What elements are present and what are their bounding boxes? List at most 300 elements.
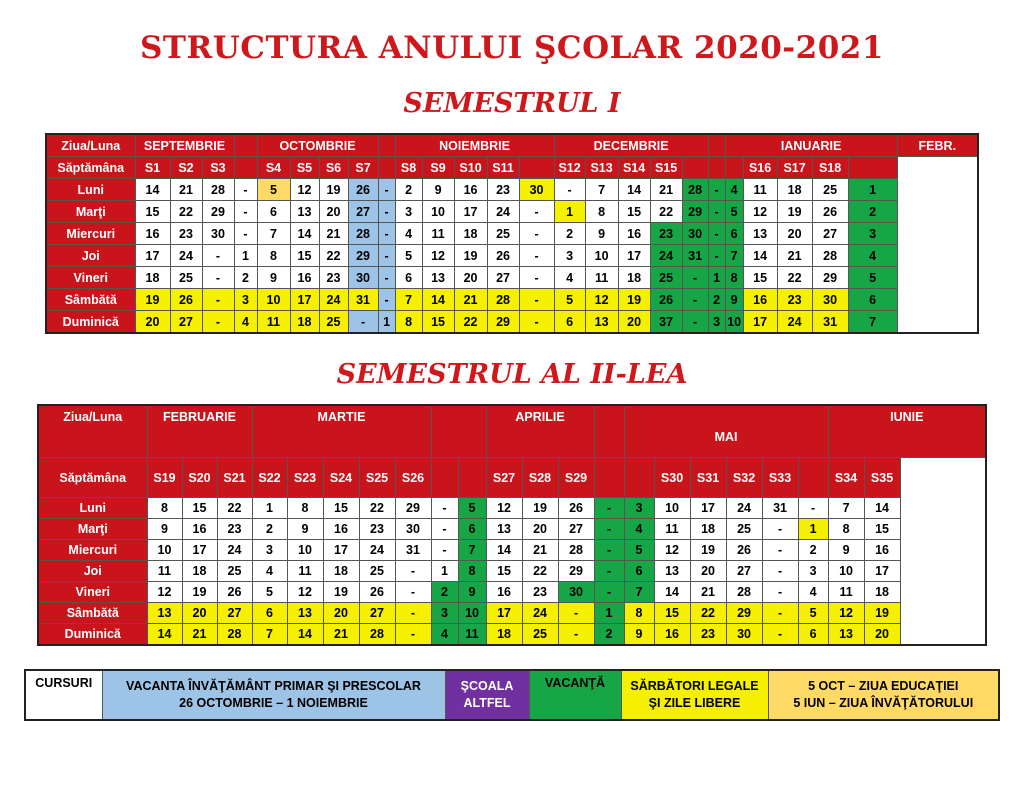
date-cell: -: [762, 603, 798, 624]
week-number: S34: [828, 458, 864, 498]
date-cell: 4: [554, 267, 585, 289]
date-cell: 15: [618, 201, 650, 223]
week-number: S19: [147, 458, 182, 498]
day-row: [38, 498, 986, 519]
date-cell: 9: [422, 179, 454, 201]
date-cell: 4: [395, 223, 422, 245]
date-cell: 28: [682, 179, 708, 201]
date-cell: 3: [798, 561, 828, 582]
date-cell: 19: [135, 289, 170, 311]
date-cell: 27: [170, 311, 202, 334]
date-cell: 30: [519, 179, 554, 201]
date-cell: 4: [798, 582, 828, 603]
week-number: S26: [395, 458, 431, 498]
date-cell: 26: [217, 582, 252, 603]
date-cell: 23: [170, 223, 202, 245]
date-cell: 23: [217, 519, 252, 540]
date-cell: 27: [558, 519, 594, 540]
day-label: Sâmbătă: [38, 603, 147, 624]
date-cell: 20: [864, 624, 900, 646]
date-cell: 20: [618, 311, 650, 334]
date-cell: 6: [395, 267, 422, 289]
date-cell: 2: [554, 223, 585, 245]
date-cell: 29: [202, 201, 234, 223]
legend: [24, 669, 1000, 721]
date-cell: 4: [725, 179, 743, 201]
date-cell: 8: [287, 498, 323, 519]
date-cell: 25: [812, 179, 848, 201]
legend-scoala-altfel: [445, 670, 529, 720]
date-cell: 18: [690, 519, 726, 540]
date-cell: 25: [650, 267, 682, 289]
day-label: Joi: [38, 561, 147, 582]
week-number: [378, 157, 395, 179]
week-number: S35: [864, 458, 900, 498]
date-cell: -: [234, 179, 257, 201]
date-cell: 15: [486, 561, 522, 582]
date-cell: 2: [234, 267, 257, 289]
week-number: [682, 157, 708, 179]
semester-1-title: SEMESTRUL I: [403, 88, 621, 119]
date-cell: 24: [359, 540, 395, 561]
date-cell: 30: [348, 267, 378, 289]
date-cell: 25: [522, 624, 558, 646]
date-cell: 14: [864, 498, 900, 519]
week-number: S14: [618, 157, 650, 179]
date-cell: 1: [234, 245, 257, 267]
date-cell: 11: [828, 582, 864, 603]
date-cell: 27: [487, 267, 519, 289]
date-cell: 3: [624, 498, 654, 519]
date-cell: 12: [486, 498, 522, 519]
date-cell: 19: [522, 498, 558, 519]
date-cell: 27: [726, 561, 762, 582]
date-cell: 3: [708, 311, 725, 334]
date-cell: 15: [323, 498, 359, 519]
date-cell: 17: [618, 245, 650, 267]
date-cell: 28: [726, 582, 762, 603]
date-cell: 20: [135, 311, 170, 334]
date-cell: 13: [290, 201, 319, 223]
month-header: SEPTEMBRIE: [135, 134, 234, 157]
date-cell: 23: [487, 179, 519, 201]
day-row: [38, 519, 986, 540]
date-cell: 7: [252, 624, 287, 646]
month-header: IANUARIE: [725, 134, 897, 157]
date-cell: 8: [624, 603, 654, 624]
date-cell: 19: [454, 245, 487, 267]
day-row: [46, 311, 978, 334]
date-cell: 17: [864, 561, 900, 582]
date-cell: -: [594, 519, 624, 540]
week-number: S16: [743, 157, 777, 179]
week-number: S6: [319, 157, 348, 179]
week-number: S18: [812, 157, 848, 179]
legend-vacanta-primar-line2: 26 OCTOMBRIE – 1 NOIEMBRIE: [179, 696, 368, 710]
date-cell: 15: [182, 498, 217, 519]
legend-cursuri-label: CURSURI: [35, 676, 93, 690]
day-row: [38, 561, 986, 582]
date-cell: 22: [522, 561, 558, 582]
date-cell: -: [798, 498, 828, 519]
week-number: S5: [290, 157, 319, 179]
date-cell: 13: [486, 519, 522, 540]
date-cell: 1: [252, 498, 287, 519]
date-cell: 25: [170, 267, 202, 289]
date-cell: 2: [708, 289, 725, 311]
day-label: Miercuri: [46, 223, 135, 245]
date-cell: 24: [170, 245, 202, 267]
date-cell: 30: [682, 223, 708, 245]
date-cell: -: [708, 245, 725, 267]
date-cell: 26: [359, 582, 395, 603]
date-cell: 12: [743, 201, 777, 223]
date-cell: 7: [848, 311, 897, 334]
date-cell: 12: [828, 603, 864, 624]
week-number: S4: [257, 157, 290, 179]
date-cell: 12: [147, 582, 182, 603]
date-cell: 21: [690, 582, 726, 603]
date-cell: 31: [348, 289, 378, 311]
week-number: S10: [454, 157, 487, 179]
date-cell: 6: [624, 561, 654, 582]
date-cell: 16: [323, 519, 359, 540]
date-cell: 16: [290, 267, 319, 289]
date-cell: 20: [454, 267, 487, 289]
date-cell: -: [519, 223, 554, 245]
date-cell: -: [682, 289, 708, 311]
date-cell: 16: [486, 582, 522, 603]
date-cell: 22: [217, 498, 252, 519]
date-cell: 4: [252, 561, 287, 582]
date-cell: 9: [458, 582, 486, 603]
date-cell: 16: [618, 223, 650, 245]
date-cell: 18: [618, 267, 650, 289]
date-cell: 29: [348, 245, 378, 267]
week-number: S29: [558, 458, 594, 498]
date-cell: 24: [319, 289, 348, 311]
date-cell: 30: [558, 582, 594, 603]
date-cell: -: [762, 519, 798, 540]
date-cell: -: [708, 201, 725, 223]
week-number: S8: [395, 157, 422, 179]
week-number: S32: [726, 458, 762, 498]
date-cell: 14: [486, 540, 522, 561]
date-cell: -: [202, 245, 234, 267]
month-header: [594, 405, 624, 458]
date-cell: 15: [422, 311, 454, 334]
legend-sarbatori-line2: ŞI ZILE LIBERE: [648, 696, 741, 710]
date-cell: 14: [743, 245, 777, 267]
date-cell: 18: [486, 624, 522, 646]
date-cell: 19: [323, 582, 359, 603]
date-cell: 14: [147, 624, 182, 646]
week-number: [798, 458, 828, 498]
date-cell: 13: [422, 267, 454, 289]
date-cell: 25: [487, 223, 519, 245]
date-cell: 31: [682, 245, 708, 267]
date-cell: 18: [454, 223, 487, 245]
date-cell: 10: [725, 311, 743, 334]
week-number: S17: [777, 157, 812, 179]
date-cell: 1: [798, 519, 828, 540]
date-cell: 10: [828, 561, 864, 582]
date-cell: 21: [454, 289, 487, 311]
legend-zile-line1: 5 OCT – ZIUA EDUCAŢIEI: [808, 679, 959, 693]
date-cell: 9: [257, 267, 290, 289]
date-cell: 27: [359, 603, 395, 624]
day-label: Marţi: [38, 519, 147, 540]
date-cell: 30: [395, 519, 431, 540]
date-cell: 16: [182, 519, 217, 540]
date-cell: 25: [217, 561, 252, 582]
date-cell: -: [378, 245, 395, 267]
date-cell: 8: [725, 267, 743, 289]
date-cell: 5: [725, 201, 743, 223]
date-cell: 15: [743, 267, 777, 289]
date-cell: 13: [147, 603, 182, 624]
month-header: [708, 134, 725, 157]
date-cell: 30: [726, 624, 762, 646]
legend-scoala-line2: ALTFEL: [463, 696, 511, 710]
date-cell: 18: [864, 582, 900, 603]
date-cell: 6: [257, 201, 290, 223]
day-row: [46, 245, 978, 267]
date-cell: 22: [650, 201, 682, 223]
week-number: S1: [135, 157, 170, 179]
month-header: NOIEMBRIE: [395, 134, 554, 157]
date-cell: -: [762, 582, 798, 603]
date-cell: 18: [182, 561, 217, 582]
date-cell: 24: [217, 540, 252, 561]
date-cell: 4: [234, 311, 257, 334]
date-cell: 3: [848, 223, 897, 245]
legend-sarbatori-line1: SĂRBĂTORI LEGALE: [630, 679, 759, 693]
week-number: S30: [654, 458, 690, 498]
date-cell: -: [378, 179, 395, 201]
date-cell: 6: [725, 223, 743, 245]
date-cell: -: [594, 540, 624, 561]
date-cell: -: [378, 289, 395, 311]
date-cell: 10: [585, 245, 618, 267]
date-cell: 16: [135, 223, 170, 245]
date-cell: 24: [650, 245, 682, 267]
date-cell: 8: [147, 498, 182, 519]
week-number: S11: [487, 157, 519, 179]
date-cell: 17: [135, 245, 170, 267]
date-cell: 11: [287, 561, 323, 582]
date-cell: 1: [708, 267, 725, 289]
day-row: [46, 201, 978, 223]
date-cell: 6: [252, 603, 287, 624]
date-cell: 20: [690, 561, 726, 582]
date-cell: 26: [348, 179, 378, 201]
date-cell: 29: [395, 498, 431, 519]
date-cell: -: [519, 267, 554, 289]
date-cell: 1: [378, 311, 395, 334]
date-cell: 5: [554, 289, 585, 311]
week-number: S15: [650, 157, 682, 179]
date-cell: 15: [135, 201, 170, 223]
date-cell: 2: [431, 582, 458, 603]
date-cell: 8: [585, 201, 618, 223]
week-number: S2: [170, 157, 202, 179]
date-cell: 22: [170, 201, 202, 223]
date-cell: 28: [348, 223, 378, 245]
date-cell: 26: [487, 245, 519, 267]
date-cell: -: [395, 624, 431, 646]
week-number: S33: [762, 458, 798, 498]
date-cell: 24: [487, 201, 519, 223]
week-number: [708, 157, 725, 179]
date-cell: -: [431, 498, 458, 519]
month-header: MAI: [624, 405, 828, 458]
week-header-label: Săptămâna: [38, 458, 147, 498]
date-cell: 15: [654, 603, 690, 624]
date-cell: -: [708, 179, 725, 201]
date-cell: 5: [257, 179, 290, 201]
date-cell: 9: [147, 519, 182, 540]
date-cell: 28: [359, 624, 395, 646]
date-cell: 1: [848, 179, 897, 201]
date-cell: -: [594, 561, 624, 582]
date-cell: 5: [458, 498, 486, 519]
date-cell: 5: [798, 603, 828, 624]
date-cell: 14: [290, 223, 319, 245]
date-cell: 11: [458, 624, 486, 646]
date-cell: -: [348, 311, 378, 334]
date-cell: 12: [654, 540, 690, 561]
date-cell: -: [554, 179, 585, 201]
date-cell: -: [378, 267, 395, 289]
week-number: S21: [217, 458, 252, 498]
date-cell: 23: [777, 289, 812, 311]
date-cell: 10: [287, 540, 323, 561]
date-cell: 25: [319, 311, 348, 334]
date-cell: 17: [690, 498, 726, 519]
date-cell: -: [395, 603, 431, 624]
date-cell: 23: [690, 624, 726, 646]
week-number: [431, 458, 458, 498]
date-cell: 7: [257, 223, 290, 245]
date-cell: 12: [585, 289, 618, 311]
date-cell: 29: [726, 603, 762, 624]
date-cell: 9: [624, 624, 654, 646]
week-number: S24: [323, 458, 359, 498]
date-cell: 16: [864, 540, 900, 561]
date-cell: 9: [585, 223, 618, 245]
page-title: STRUCTURA ANULUI ŞCOLAR 2020-2021: [140, 30, 884, 66]
date-cell: 3: [554, 245, 585, 267]
date-cell: -: [762, 561, 798, 582]
date-cell: 29: [812, 267, 848, 289]
date-cell: 1: [431, 561, 458, 582]
month-header: MARTIE: [252, 405, 431, 458]
date-cell: 16: [743, 289, 777, 311]
date-cell: 9: [828, 540, 864, 561]
week-number: [594, 458, 624, 498]
week-number: S25: [359, 458, 395, 498]
date-cell: 20: [522, 519, 558, 540]
date-cell: 27: [812, 223, 848, 245]
day-row: [38, 624, 986, 646]
week-number: [725, 157, 743, 179]
date-cell: 3: [252, 540, 287, 561]
date-cell: -: [234, 201, 257, 223]
date-cell: 21: [777, 245, 812, 267]
date-cell: -: [202, 311, 234, 334]
date-cell: 27: [217, 603, 252, 624]
date-cell: 30: [202, 223, 234, 245]
date-cell: 28: [812, 245, 848, 267]
date-cell: 20: [182, 603, 217, 624]
day-label: Miercuri: [38, 540, 147, 561]
date-cell: 21: [182, 624, 217, 646]
date-cell: 10: [458, 603, 486, 624]
week-number: [624, 458, 654, 498]
date-cell: 21: [650, 179, 682, 201]
legend-vacanta-primar-line1: VACANTA ÎNVĂŢĂMÂNT PRIMAR ŞI PRESCOLAR: [126, 679, 421, 693]
date-cell: 9: [287, 519, 323, 540]
date-cell: 31: [762, 498, 798, 519]
date-cell: 23: [650, 223, 682, 245]
date-cell: 25: [726, 519, 762, 540]
date-cell: 19: [777, 201, 812, 223]
semester-2-title: SEMESTRUL AL II-LEA: [336, 359, 688, 390]
date-cell: 10: [147, 540, 182, 561]
date-cell: 23: [522, 582, 558, 603]
month-header: IUNIE: [828, 405, 986, 458]
date-cell: -: [519, 311, 554, 334]
date-cell: 7: [624, 582, 654, 603]
week-header-label: Săptămâna: [46, 157, 135, 179]
week-number: S9: [422, 157, 454, 179]
date-cell: 16: [454, 179, 487, 201]
date-cell: 27: [348, 201, 378, 223]
date-cell: 10: [422, 201, 454, 223]
day-label: Luni: [46, 179, 135, 201]
date-cell: 2: [798, 540, 828, 561]
date-cell: 11: [585, 267, 618, 289]
date-cell: 24: [522, 603, 558, 624]
date-cell: 22: [777, 267, 812, 289]
date-cell: 4: [431, 624, 458, 646]
date-cell: 14: [618, 179, 650, 201]
date-cell: -: [431, 540, 458, 561]
day-label: Vineri: [46, 267, 135, 289]
day-label: Sâmbătă: [46, 289, 135, 311]
date-cell: -: [594, 582, 624, 603]
date-cell: 11: [743, 179, 777, 201]
month-header: FEBR.: [897, 134, 978, 157]
date-cell: 6: [458, 519, 486, 540]
date-cell: 14: [422, 289, 454, 311]
date-cell: 7: [458, 540, 486, 561]
month-header: [431, 405, 486, 458]
date-cell: 14: [287, 624, 323, 646]
date-cell: 17: [454, 201, 487, 223]
date-cell: 7: [585, 179, 618, 201]
date-cell: 10: [257, 289, 290, 311]
date-cell: 26: [558, 498, 594, 519]
date-cell: 8: [458, 561, 486, 582]
month-header-label: Ziua/Luna: [38, 405, 147, 458]
date-cell: 1: [554, 201, 585, 223]
date-cell: 22: [454, 311, 487, 334]
week-number: S28: [522, 458, 558, 498]
date-cell: 29: [682, 201, 708, 223]
date-cell: 2: [252, 519, 287, 540]
